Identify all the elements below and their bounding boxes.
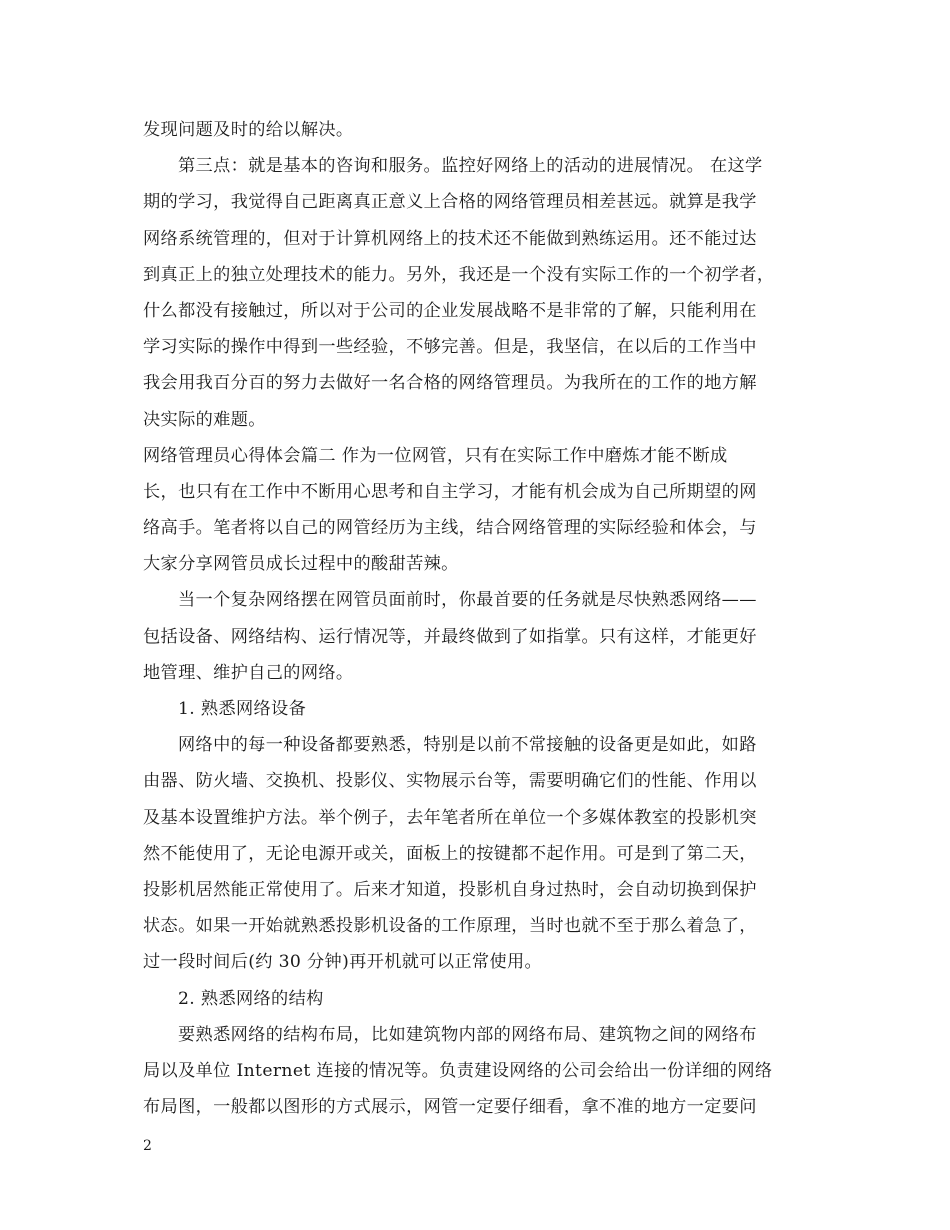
text-line: 当一个复杂网络摆在网管员面前时，你最首要的任务就是尽快熟悉网络——: [178, 590, 757, 611]
text-line: 大家分享网管员成长过程中的酸甜苦辣。: [143, 554, 459, 575]
text-line: 络高手。笔者将以自己的网管经历为主线，结合网络管理的实际经验和体会，与: [143, 518, 757, 539]
text-line: 及基本设置维护方法。举个例子，去年笔者所在单位一个多媒体教室的投影机突: [143, 807, 757, 828]
text-line: 期的学习，我觉得自己距离真正意义上合格的网络管理员相差甚远。就算是我学: [143, 192, 757, 213]
page-number: 2: [143, 1138, 152, 1154]
text-line: 学习实际的操作中得到一些经验，不够完善。但是，我坚信，在以后的工作当中: [143, 337, 757, 358]
text-line: 1. 熟悉网络设备: [178, 699, 307, 719]
text-line: 要熟悉网络的结构布局，比如建筑物内部的网络布局、建筑物之间的网络布: [178, 1024, 757, 1045]
text-line: 投影机居然能正常使用了。后来才知道，投影机自身过热时，会自动切换到保护: [143, 879, 757, 900]
text-line: 第三点：就是基本的咨询和服务。监控好网络上的活动的进展情况。 在这学: [178, 156, 763, 177]
document-body: [143, 112, 823, 1125]
text-line: 网络管理员心得体会篇二 作为一位网管，只有在实际工作中磨炼才能不断成: [143, 445, 728, 466]
text-line: 网络中的每一种设备都要熟悉，特别是以前不常接触的设备更是如此，如路: [178, 735, 757, 756]
text-line: 局以及单位 Internet 连接的情况等。负责建设网络的公司会给出一份详细的网络: [143, 1060, 773, 1081]
text-line: 什么都没有接触过，所以对于公司的企业发展战略不是非常的了解，只能利用在: [143, 300, 757, 321]
text-line: 我会用我百分百的努力去做好一名合格的网络管理员。为我所在的工作的地方解: [143, 373, 757, 394]
text-line: 地管理、维护自己的网络。: [143, 662, 354, 683]
text-line: 网络系统管理的，但对于计算机网络上的技术还不能做到熟练运用。还不能过达: [143, 228, 757, 249]
text-line: 由器、防火墙、交换机、投影仪、实物展示台等，需要明确它们的性能、作用以: [143, 771, 757, 792]
text-line: 过一段时间后(约 30 分钟)再开机就可以正常使用。: [143, 952, 543, 973]
text-line: 状态。如果一开始就熟悉投影机设备的工作原理，当时也就不至于那么着急了，: [143, 916, 757, 937]
text-line: 包括设备、网络结构、运行情况等，并最终做到了如指掌。只有这样，才能更好: [143, 626, 757, 647]
text-line: 2. 熟悉网络的结构: [178, 988, 324, 1009]
text-line: 发现问题及时的给以解决。: [143, 120, 354, 140]
text-line: 布局图，一般都以图形的方式展示，网管一定要仔细看，拿不准的地方一定要问: [143, 1097, 757, 1118]
text-line: 长，也只有在工作中不断用心思考和自主学习，才能有机会成为自己所期望的网: [143, 481, 757, 502]
text-line: 决实际的难题。: [143, 409, 266, 430]
text-line: 到真正上的独立处理技术的能力。另外，我还是一个没有实际工作的一个初学者，: [143, 264, 775, 285]
text-line: 然不能使用了，无论电源开或关，面板上的按键都不起作用。可是到了第二天，: [143, 843, 757, 864]
